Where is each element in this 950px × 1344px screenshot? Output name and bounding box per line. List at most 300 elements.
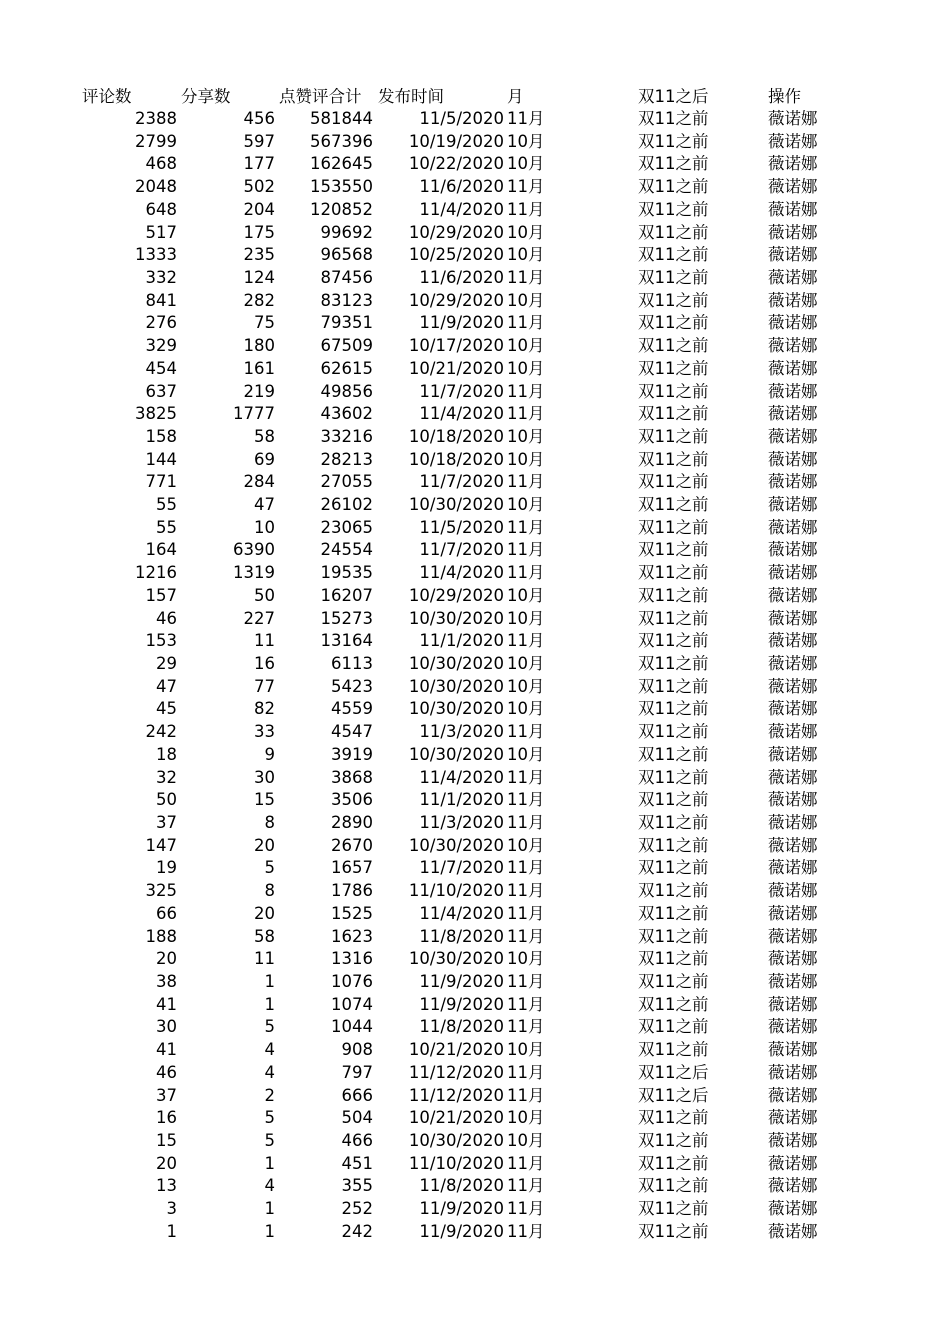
likes-total-cell: 3868: [331, 767, 373, 787]
brand-cell: 薇诺娜: [768, 903, 818, 923]
header-period: 双11之后: [638, 87, 709, 106]
month-cell: 11月: [507, 177, 545, 197]
shares-cell: 69: [254, 449, 275, 469]
table-row: [0, 675, 950, 698]
shares-cell: 284: [243, 472, 275, 492]
publish-date-cell: 11/6/2020: [419, 177, 504, 197]
publish-date-cell: 10/30/2020: [408, 699, 504, 719]
publish-date-cell: 11/6/2020: [419, 267, 504, 287]
likes-total-cell: 4547: [331, 722, 373, 742]
period-cell: 双11之前: [638, 654, 709, 674]
month-cell: 11月: [507, 971, 545, 991]
month-cell: 11月: [507, 199, 545, 219]
likes-total-cell: 16207: [320, 585, 373, 605]
publish-date-cell: 10/29/2020: [408, 222, 504, 242]
comments-cell: 188: [145, 926, 177, 946]
period-cell: 双11之前: [638, 767, 709, 787]
shares-cell: 1: [264, 1199, 275, 1219]
shares-cell: 235: [243, 245, 275, 265]
table-row: [0, 107, 950, 130]
table-row: [0, 834, 950, 857]
likes-total-cell: 355: [341, 1176, 373, 1196]
shares-cell: 10: [254, 517, 275, 537]
likes-total-cell: 1316: [331, 949, 373, 969]
comments-cell: 32: [156, 767, 177, 787]
period-cell: 双11之前: [638, 199, 709, 219]
period-cell: 双11之前: [638, 1108, 709, 1128]
publish-date-cell: 11/7/2020: [419, 472, 504, 492]
period-cell: 双11之前: [638, 813, 709, 832]
month-cell: 11月: [507, 858, 545, 878]
month-cell: 10月: [507, 1108, 545, 1128]
shares-cell: 11: [254, 949, 275, 969]
comments-cell: 841: [145, 290, 177, 310]
brand-cell: 薇诺娜: [768, 858, 818, 878]
table-row: [0, 947, 950, 970]
shares-cell: 4: [264, 1176, 275, 1196]
publish-date-cell: 11/8/2020: [419, 1176, 504, 1196]
publish-date-cell: 10/19/2020: [408, 131, 504, 151]
shares-cell: 20: [254, 835, 275, 855]
brand-cell: 薇诺娜: [768, 1017, 818, 1037]
month-cell: 10月: [507, 676, 545, 696]
brand-cell: 薇诺娜: [768, 426, 818, 446]
table-row: [0, 175, 950, 198]
table-row: [0, 584, 950, 607]
header-likes-total: 点赞评合计: [279, 87, 362, 106]
period-cell: 双11之前: [638, 608, 709, 628]
publish-date-cell: 11/10/2020: [408, 1153, 504, 1173]
comments-cell: 30: [156, 1017, 177, 1037]
period-cell: 双11之前: [638, 358, 709, 378]
brand-cell: 薇诺娜: [768, 404, 818, 424]
publish-date-cell: 11/4/2020: [419, 199, 504, 219]
likes-total-cell: 666: [341, 1085, 373, 1105]
brand-cell: 薇诺娜: [768, 358, 818, 378]
period-cell: 双11之前: [638, 699, 709, 719]
table-row: [0, 402, 950, 425]
comments-cell: 144: [145, 449, 177, 469]
likes-total-cell: 1786: [331, 881, 373, 901]
likes-total-cell: 19535: [320, 563, 373, 583]
shares-cell: 16: [254, 654, 275, 674]
month-cell: 10月: [507, 699, 545, 719]
comments-cell: 325: [145, 881, 177, 901]
publish-date-cell: 11/9/2020: [419, 313, 504, 333]
publish-date-cell: 11/7/2020: [419, 381, 504, 401]
table-row: [0, 1061, 950, 1084]
likes-total-cell: 1657: [331, 858, 373, 878]
period-cell: 双11之前: [638, 109, 709, 128]
publish-date-cell: 11/9/2020: [419, 1199, 504, 1219]
likes-total-cell: 1044: [331, 1017, 373, 1037]
comments-cell: 2799: [135, 131, 177, 151]
period-cell: 双11之前: [638, 790, 709, 810]
month-cell: 11月: [507, 109, 545, 128]
likes-total-cell: 797: [341, 1062, 373, 1082]
period-cell: 双11之前: [638, 517, 709, 537]
comments-cell: 55: [156, 495, 177, 515]
likes-total-cell: 1525: [331, 903, 373, 923]
brand-cell: 薇诺娜: [768, 472, 818, 492]
brand-cell: 薇诺娜: [768, 563, 818, 583]
brand-cell: 薇诺娜: [768, 517, 818, 537]
brand-cell: 薇诺娜: [768, 790, 818, 810]
likes-total-cell: 2670: [331, 835, 373, 855]
comments-cell: 468: [145, 154, 177, 174]
month-cell: 11月: [507, 313, 545, 333]
comments-cell: 37: [156, 813, 177, 832]
shares-cell: 1: [264, 971, 275, 991]
header-publish-time: 发布时间: [378, 87, 444, 106]
table-row: [0, 289, 950, 312]
likes-total-cell: 28213: [320, 449, 373, 469]
shares-cell: 219: [243, 381, 275, 401]
likes-total-cell: 23065: [320, 517, 373, 537]
likes-total-cell: 567396: [310, 131, 373, 151]
comments-cell: 329: [145, 336, 177, 356]
brand-cell: 薇诺娜: [768, 971, 818, 991]
month-cell: 11月: [507, 994, 545, 1014]
month-cell: 11月: [507, 1221, 545, 1241]
brand-cell: 薇诺娜: [768, 767, 818, 787]
table-row: [0, 697, 950, 720]
publish-date-cell: 11/9/2020: [419, 1221, 504, 1241]
period-cell: 双11之前: [638, 585, 709, 605]
comments-cell: 1216: [135, 563, 177, 583]
shares-cell: 1: [264, 994, 275, 1014]
brand-cell: 薇诺娜: [768, 449, 818, 469]
comments-cell: 46: [156, 1062, 177, 1082]
table-row: [0, 198, 950, 221]
likes-total-cell: 252: [341, 1199, 373, 1219]
brand-cell: 薇诺娜: [768, 381, 818, 401]
table-row: [0, 448, 950, 471]
comments-cell: 1333: [135, 245, 177, 265]
period-cell: 双11之前: [638, 563, 709, 583]
shares-cell: 5: [264, 1130, 275, 1150]
brand-cell: 薇诺娜: [768, 676, 818, 696]
table-row: [0, 311, 950, 334]
brand-cell: 薇诺娜: [768, 1130, 818, 1150]
likes-total-cell: 6113: [331, 654, 373, 674]
shares-cell: 175: [243, 222, 275, 242]
likes-total-cell: 242: [341, 1221, 373, 1241]
month-cell: 10月: [507, 949, 545, 969]
publish-date-cell: 10/30/2020: [408, 949, 504, 969]
comments-cell: 41: [156, 994, 177, 1014]
brand-cell: 薇诺娜: [768, 631, 818, 651]
period-cell: 双11之前: [638, 449, 709, 469]
likes-total-cell: 79351: [320, 313, 373, 333]
header-row: [0, 85, 950, 108]
header-month: 月: [507, 87, 524, 106]
likes-total-cell: 504: [341, 1108, 373, 1128]
month-cell: 11月: [507, 813, 545, 832]
publish-date-cell: 11/8/2020: [419, 926, 504, 946]
comments-cell: 153: [145, 631, 177, 651]
month-cell: 10月: [507, 495, 545, 515]
table-row: [0, 1084, 950, 1107]
likes-total-cell: 87456: [320, 267, 373, 287]
likes-total-cell: 33216: [320, 426, 373, 446]
table-row: [0, 130, 950, 153]
month-cell: 11月: [507, 1062, 545, 1082]
header-shares: 分享数: [181, 87, 231, 106]
shares-cell: 456: [243, 109, 275, 128]
table-row: [0, 607, 950, 630]
month-cell: 10月: [507, 154, 545, 174]
month-cell: 11月: [507, 1199, 545, 1219]
brand-cell: 薇诺娜: [768, 540, 818, 560]
period-cell: 双11之前: [638, 1153, 709, 1173]
shares-cell: 9: [264, 744, 275, 764]
period-cell: 双11之前: [638, 1040, 709, 1060]
table-row: [0, 879, 950, 902]
publish-date-cell: 11/4/2020: [419, 563, 504, 583]
month-cell: 11月: [507, 540, 545, 560]
brand-cell: 薇诺娜: [768, 177, 818, 197]
likes-total-cell: 1074: [331, 994, 373, 1014]
publish-date-cell: 11/9/2020: [419, 994, 504, 1014]
period-cell: 双11之前: [638, 290, 709, 310]
table-row: [0, 629, 950, 652]
comments-cell: 517: [145, 222, 177, 242]
month-cell: 10月: [507, 449, 545, 469]
shares-cell: 33: [254, 722, 275, 742]
month-cell: 11月: [507, 631, 545, 651]
likes-total-cell: 1623: [331, 926, 373, 946]
comments-cell: 37: [156, 1085, 177, 1105]
month-cell: 10月: [507, 608, 545, 628]
table-row: [0, 1129, 950, 1152]
table-row: [0, 538, 950, 561]
period-cell: 双11之前: [638, 676, 709, 696]
shares-cell: 15: [254, 790, 275, 810]
table-row: [0, 788, 950, 811]
likes-total-cell: 3919: [331, 744, 373, 764]
likes-total-cell: 1076: [331, 971, 373, 991]
shares-cell: 502: [243, 177, 275, 197]
publish-date-cell: 10/30/2020: [408, 835, 504, 855]
period-cell: 双11之前: [638, 404, 709, 424]
brand-cell: 薇诺娜: [768, 313, 818, 333]
publish-date-cell: 11/3/2020: [419, 722, 504, 742]
period-cell: 双11之后: [638, 1062, 709, 1082]
comments-cell: 3825: [135, 404, 177, 424]
table-row: [0, 1152, 950, 1175]
period-cell: 双11之前: [638, 858, 709, 878]
shares-cell: 2: [264, 1085, 275, 1105]
shares-cell: 6390: [233, 540, 275, 560]
month-cell: 10月: [507, 290, 545, 310]
shares-cell: 204: [243, 199, 275, 219]
likes-total-cell: 24554: [320, 540, 373, 560]
table-row: [0, 1174, 950, 1197]
table-row: [0, 221, 950, 244]
comments-cell: 158: [145, 426, 177, 446]
month-cell: 11月: [507, 1176, 545, 1196]
brand-cell: 薇诺娜: [768, 222, 818, 242]
comments-cell: 20: [156, 1153, 177, 1173]
month-cell: 11月: [507, 381, 545, 401]
shares-cell: 77: [254, 676, 275, 696]
brand-cell: 薇诺娜: [768, 994, 818, 1014]
month-cell: 10月: [507, 222, 545, 242]
period-cell: 双11之前: [638, 177, 709, 197]
likes-total-cell: 5423: [331, 676, 373, 696]
brand-cell: 薇诺娜: [768, 290, 818, 310]
brand-cell: 薇诺娜: [768, 1176, 818, 1196]
comments-cell: 3: [166, 1199, 177, 1219]
month-cell: 10月: [507, 654, 545, 674]
period-cell: 双11之前: [638, 131, 709, 151]
brand-cell: 薇诺娜: [768, 109, 818, 128]
shares-cell: 8: [264, 881, 275, 901]
publish-date-cell: 10/29/2020: [408, 290, 504, 310]
brand-cell: 薇诺娜: [768, 813, 818, 832]
period-cell: 双11之前: [638, 926, 709, 946]
publish-date-cell: 10/21/2020: [408, 358, 504, 378]
shares-cell: 1319: [233, 563, 275, 583]
period-cell: 双11之前: [638, 994, 709, 1014]
month-cell: 11月: [507, 404, 545, 424]
comments-cell: 1: [166, 1221, 177, 1241]
month-cell: 11月: [507, 881, 545, 901]
comments-cell: 242: [145, 722, 177, 742]
shares-cell: 177: [243, 154, 275, 174]
table-row: [0, 470, 950, 493]
month-cell: 11月: [507, 903, 545, 923]
table-row: [0, 720, 950, 743]
month-cell: 11月: [507, 1153, 545, 1173]
brand-cell: 薇诺娜: [768, 699, 818, 719]
publish-date-cell: 11/12/2020: [408, 1085, 504, 1105]
table-row: [0, 152, 950, 175]
table-row: [0, 243, 950, 266]
likes-total-cell: 49856: [320, 381, 373, 401]
period-cell: 双11之前: [638, 540, 709, 560]
brand-cell: 薇诺娜: [768, 131, 818, 151]
shares-cell: 597: [243, 131, 275, 151]
period-cell: 双11之前: [638, 381, 709, 401]
publish-date-cell: 10/30/2020: [408, 654, 504, 674]
comments-cell: 157: [145, 585, 177, 605]
comments-cell: 66: [156, 903, 177, 923]
brand-cell: 薇诺娜: [768, 654, 818, 674]
period-cell: 双11之前: [638, 222, 709, 242]
period-cell: 双11之后: [638, 1085, 709, 1105]
month-cell: 11月: [507, 1017, 545, 1037]
period-cell: 双11之前: [638, 1130, 709, 1150]
table-row: [0, 516, 950, 539]
comments-cell: 332: [145, 267, 177, 287]
shares-cell: 30: [254, 767, 275, 787]
table-row: [0, 334, 950, 357]
month-cell: 10月: [507, 744, 545, 764]
shares-cell: 58: [254, 926, 275, 946]
likes-total-cell: 451: [341, 1153, 373, 1173]
shares-cell: 47: [254, 495, 275, 515]
shares-cell: 75: [254, 313, 275, 333]
comments-cell: 29: [156, 654, 177, 674]
publish-date-cell: 11/5/2020: [419, 109, 504, 128]
month-cell: 10月: [507, 835, 545, 855]
header-comments: 评论数: [82, 87, 132, 106]
publish-date-cell: 11/4/2020: [419, 903, 504, 923]
table-row: [0, 1015, 950, 1038]
brand-cell: 薇诺娜: [768, 949, 818, 969]
publish-date-cell: 11/12/2020: [408, 1062, 504, 1082]
shares-cell: 1: [264, 1153, 275, 1173]
shares-cell: 282: [243, 290, 275, 310]
month-cell: 10月: [507, 585, 545, 605]
publish-date-cell: 11/10/2020: [408, 881, 504, 901]
period-cell: 双11之前: [638, 631, 709, 651]
likes-total-cell: 26102: [320, 495, 373, 515]
publish-date-cell: 11/3/2020: [419, 813, 504, 832]
table-row: [0, 1220, 950, 1243]
month-cell: 10月: [507, 336, 545, 356]
table-row: [0, 993, 950, 1016]
likes-total-cell: 162645: [310, 154, 373, 174]
brand-cell: 薇诺娜: [768, 495, 818, 515]
month-cell: 11月: [507, 722, 545, 742]
comments-cell: 20: [156, 949, 177, 969]
brand-cell: 薇诺娜: [768, 1040, 818, 1060]
comments-cell: 15: [156, 1130, 177, 1150]
publish-date-cell: 11/9/2020: [419, 971, 504, 991]
publish-date-cell: 11/7/2020: [419, 540, 504, 560]
table-row: [0, 902, 950, 925]
brand-cell: 薇诺娜: [768, 336, 818, 356]
brand-cell: 薇诺娜: [768, 608, 818, 628]
comments-cell: 771: [145, 472, 177, 492]
period-cell: 双11之前: [638, 1221, 709, 1241]
brand-cell: 薇诺娜: [768, 926, 818, 946]
comments-cell: 18: [156, 744, 177, 764]
shares-cell: 5: [264, 1108, 275, 1128]
shares-cell: 4: [264, 1062, 275, 1082]
month-cell: 10月: [507, 358, 545, 378]
brand-cell: 薇诺娜: [768, 154, 818, 174]
brand-cell: 薇诺娜: [768, 1108, 818, 1128]
publish-date-cell: 11/8/2020: [419, 1017, 504, 1037]
period-cell: 双11之前: [638, 835, 709, 855]
likes-total-cell: 96568: [320, 245, 373, 265]
publish-date-cell: 10/30/2020: [408, 744, 504, 764]
comments-cell: 41: [156, 1040, 177, 1060]
likes-total-cell: 43602: [320, 404, 373, 424]
month-cell: 11月: [507, 472, 545, 492]
shares-cell: 20: [254, 903, 275, 923]
brand-cell: 薇诺娜: [768, 199, 818, 219]
likes-total-cell: 466: [341, 1130, 373, 1150]
brand-cell: 薇诺娜: [768, 585, 818, 605]
table-row: [0, 743, 950, 766]
likes-total-cell: 13164: [320, 631, 373, 651]
comments-cell: 50: [156, 790, 177, 810]
shares-cell: 5: [264, 1017, 275, 1037]
comments-cell: 19: [156, 858, 177, 878]
publish-date-cell: 10/30/2020: [408, 495, 504, 515]
table-row: [0, 380, 950, 403]
shares-cell: 1777: [233, 404, 275, 424]
comments-cell: 164: [145, 540, 177, 560]
brand-cell: 薇诺娜: [768, 1085, 818, 1105]
period-cell: 双11之前: [638, 903, 709, 923]
shares-cell: 50: [254, 585, 275, 605]
